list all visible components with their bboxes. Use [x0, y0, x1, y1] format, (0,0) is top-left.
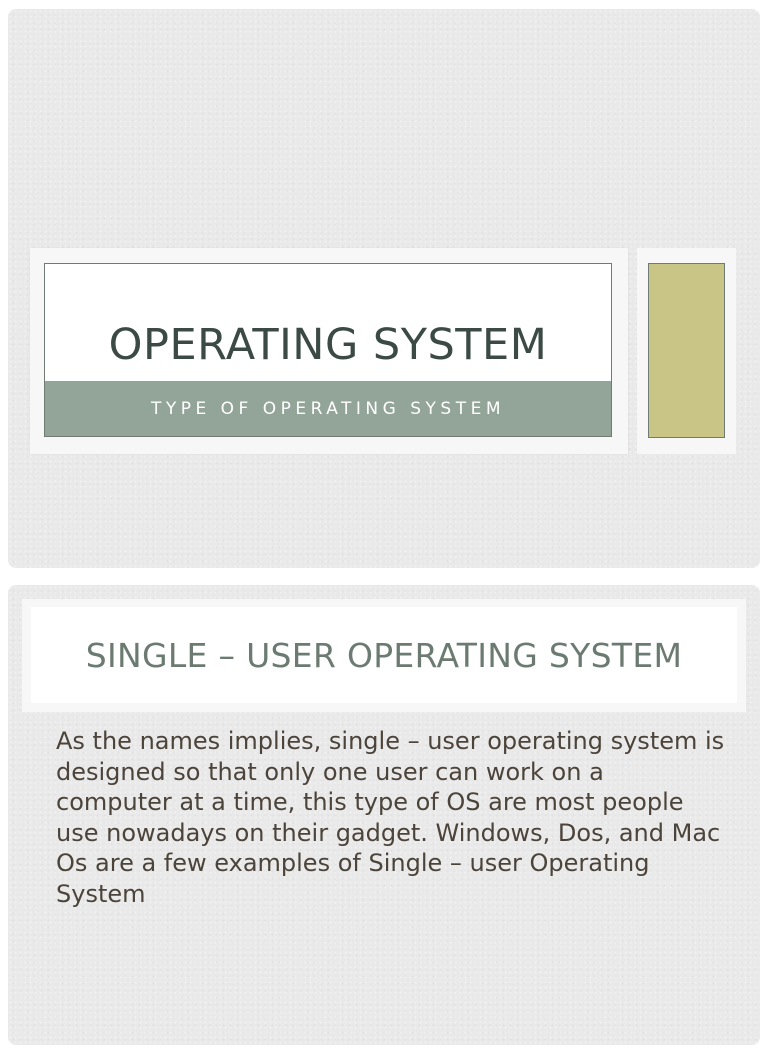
subtitle-band	[45, 381, 611, 436]
heading-frame	[22, 599, 746, 712]
slide-heading: SINGLE – USER OPERATING SYSTEM	[85, 635, 683, 675]
content-slide	[8, 585, 760, 1045]
slide-subtitle: TYPE OF OPERATING SYSTEM	[151, 398, 505, 419]
title-slide	[8, 9, 760, 568]
accent-block	[648, 263, 725, 438]
title-box	[44, 263, 612, 437]
heading-box	[31, 607, 737, 703]
slide-title: OPERATING SYSTEM	[108, 320, 548, 370]
slide-body-text: As the names implies, single – user operating system is designed so that only one user can work on a computer at a time, this type of OS are most people use nowadays on their gadget. Windows, Dos, and Mac Os are a few examples of Single – user Operating System	[56, 727, 725, 908]
title-frame	[30, 248, 628, 454]
accent-frame	[637, 248, 736, 454]
